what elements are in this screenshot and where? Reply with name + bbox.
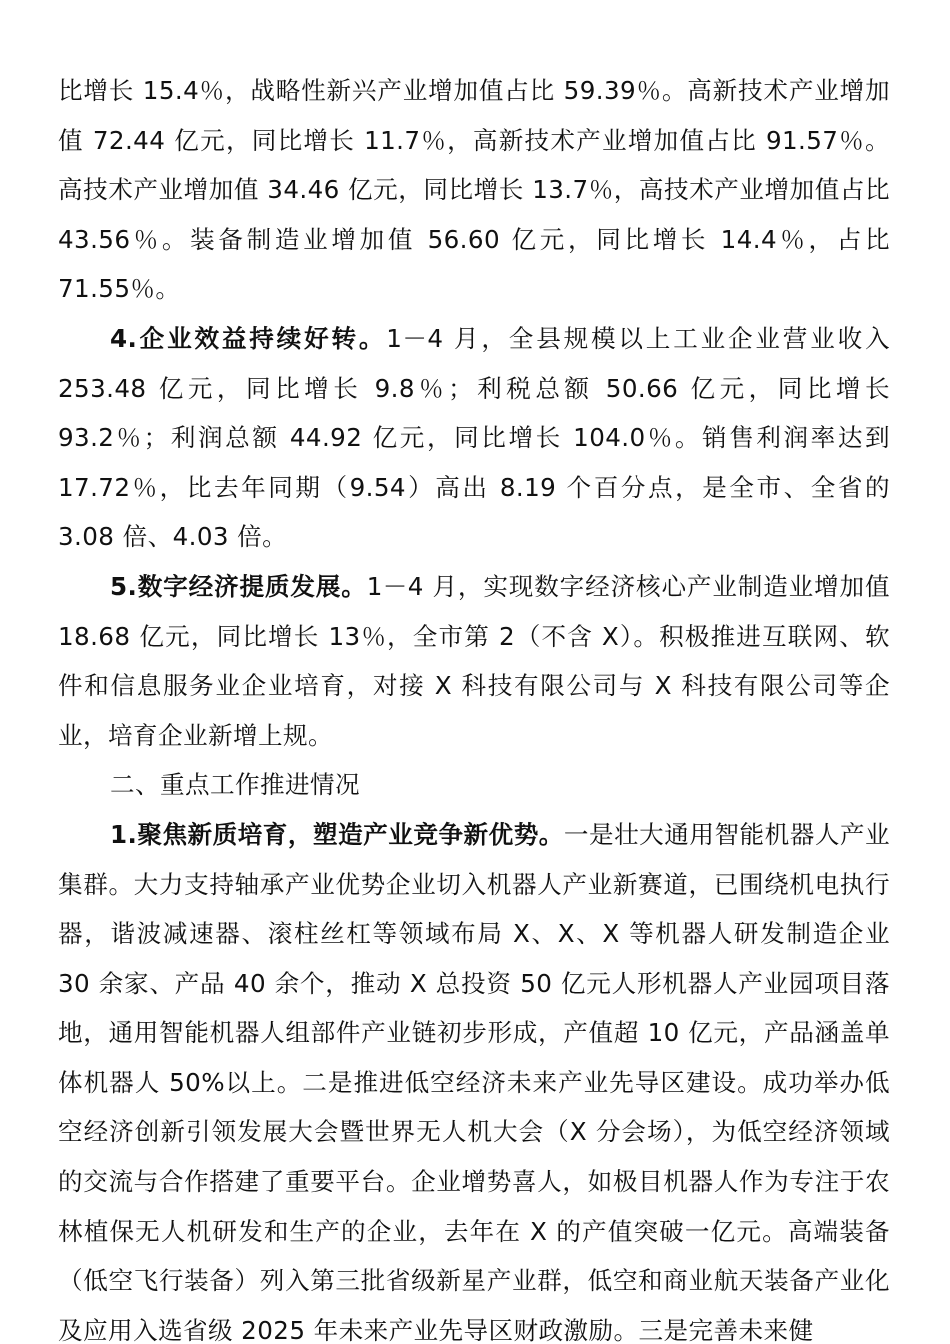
paragraph-text: 比增长 15.4％，战略性新兴产业增加值占比 59.39％。高新技术产业增加值 72.44 亿元，同比增长 11.7％，高新技术产业增加值占比 91.57％。高技术产业增加值 34.46 亿元，同比增长 13.7％，高技术产业增加值占比 43.56％。装备制造业增加值 56.60 亿元，同比增长 14.4％，占比 71.55％。 bbox=[58, 76, 890, 304]
section-heading-enterprise-benefits: 4.企业效益持续好转。 bbox=[110, 323, 387, 353]
paragraph-digital-economy bbox=[58, 562, 890, 760]
paragraph-text: 一是壮大通用智能机器人产业集群。大力支持轴承产业优势企业切入机器人产业新赛道，已围绕机电执行器，谐波减速器、滚柱丝杠等领域布局 X、X、X 等机器人研发制造企业 30 余家、产品 40 余个，推动 X 总投资 50 亿元人形机器人产业园项目落地，通用智能机器人组部件产业链初步形成，产值超 10 亿元，产品涵盖单体机器人 50%以上。二是推进低空经济未来产业先导区建设。成功举办低空经济创新引领发展大会暨世界无人机大会（X 分会场），为低空经济领域的交流与合作搭建了重要平台。企业增势喜人，如极目机器人作为专注于农林植保无人机研发和生产的企业，去年在 X 的产值突破一亿元。高端装备（低空飞行装备）列入第三批省级新星产业群，低空和商业航天装备产业化及应用入选省级 2025 年未来产业先导区财政激励。三是完善未来健 bbox=[58, 819, 890, 1344]
document-body bbox=[58, 66, 890, 1344]
section-title-text: 二、重点工作推进情况 bbox=[110, 770, 360, 800]
paragraph-text: 1－4 月，全县规模以上工业企业营业收入 253.48 亿元，同比增长 9.8％；利税总额 50.66 亿元，同比增长 93.2％；利润总额 44.92 亿元，同比增长 104.0％。销售利润率达到 17.72％，比去年同期（9.54）高出 8.19 个百分点，是全市、全省的 3.08 倍、4.03 倍。 bbox=[58, 323, 890, 552]
paragraph-new-quality-cultivation bbox=[58, 810, 890, 1344]
section-title-key-work bbox=[58, 760, 890, 810]
section-heading-digital-economy: 5.数字经济提质发展。 bbox=[110, 571, 367, 601]
section-heading-new-quality-cultivation: 1.聚焦新质培育，塑造产业竞争新优势。 bbox=[110, 819, 564, 849]
paragraph-text: 1－4 月，实现数字经济核心产业制造业增加值 18.68 亿元，同比增长 13％，全市第 2（不含 X）。积极推进互联网、软件和信息服务业企业培育，对接 X 科技有限公司与 X 科技有限公司等企业，培育企业新增上规。 bbox=[58, 571, 890, 750]
paragraph-enterprise-benefits bbox=[58, 314, 890, 562]
paragraph-industry-value-added bbox=[58, 66, 890, 314]
